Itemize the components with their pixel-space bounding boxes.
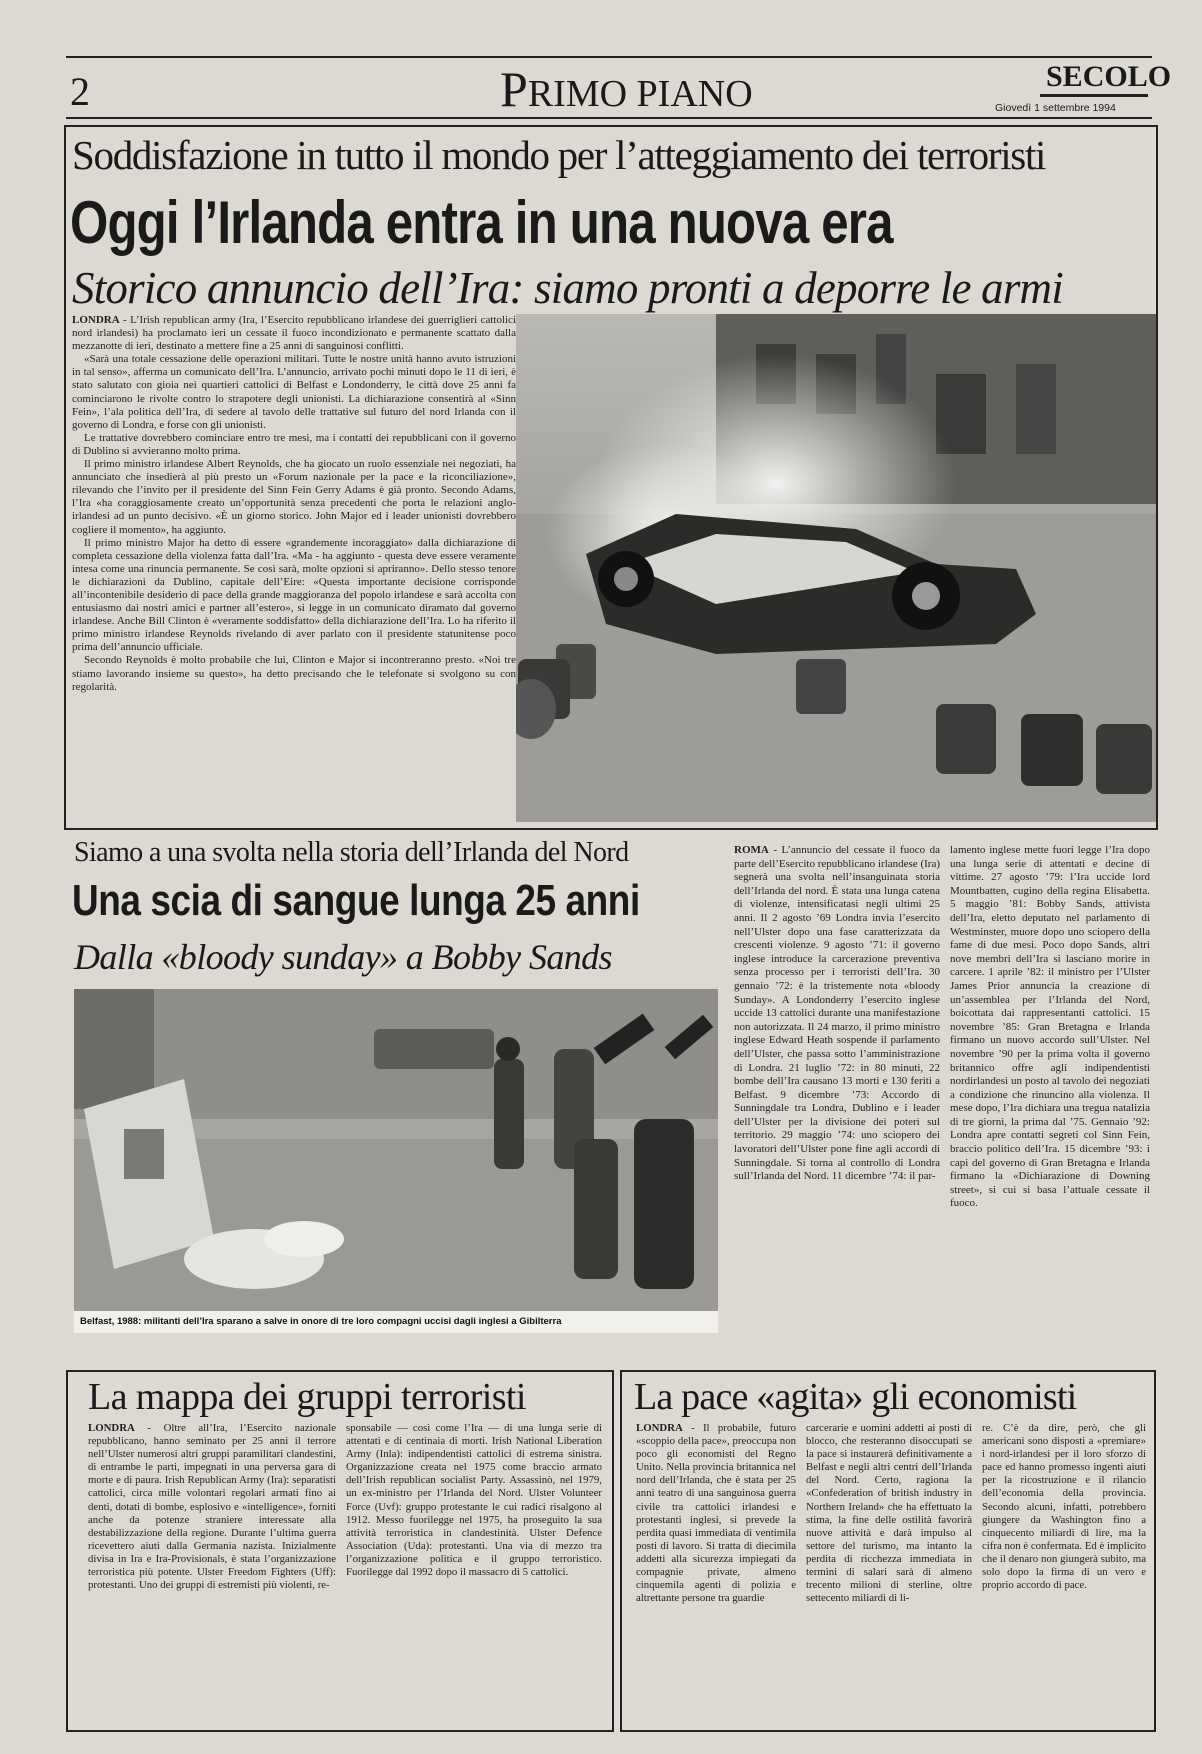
economists-col3: re. C’è da dire, però, che gli americani sono disposti a «premiare» i nord-irlandesi per il loro sforzo di pace ed hanno promesso ingenti aiuti per la ricostruzione e il rilancio dell’economia della provincia. Secondo alcuni, infatti, potrebbero giungere da Washington fino a cinquecento miliardi di lire, ma la cifra non è confermata. Ed è implicito che il denaro non giungerà subito, ma solo dopo la firma di un vero e proprio accordo di pace. [982, 1422, 1146, 1592]
terror-groups-dateline: LONDRA [88, 1422, 135, 1434]
terror-groups-col1: LONDRA - Oltre all’Ira, l’Esercito nazionale repubblicano, hanno seminato per 25 anni il terrore nell’Ulster numerosi altri gruppi paramilitari clandestini, di entrambe le parti, impegnati in una perversa gara di morte e di paura. Irish Republican Army (Ira): separatisti cattolici, circa mille volontari regolari armati fino ai denti, dotati di bombe, esplosivo e «intelligence», forniti anche da potenze straniere interessate alla destabilizzazione della regione. Durante l’ultima guerra ricevettero aiuti dalla Germania nazista. Inizialmente divisa in Ira e Ira-Provisionals, è stata l’organizzazione terroristica più potente. Ulster Freedom Fighters (Uff): protestanti. Uno dei gruppi di estremisti più violenti, re- [88, 1422, 336, 1592]
masthead-underline [1040, 94, 1148, 97]
page-number: 2 [70, 69, 90, 114]
top-story-paragraph: LONDRA - L’Irish republican army (Ira, l’Esercito repubblicano irlandese dei guerriglieri cattolici nord irlandesi) ha proclamato ieri un cessate il fuoco incondizionato e permanente scattato dalla mezzanotte di ieri, destinato a mettere fine a 25 anni di sanguinosi conflitti. [72, 314, 516, 353]
top-story-headline: Oggi l’Irlanda entra in una nuova era [70, 189, 893, 256]
top-story-headline-wrap [70, 188, 1150, 260]
header-bottom-rule [66, 117, 1152, 119]
economists-headline: La pace «agita» gli economisti [634, 1376, 1077, 1418]
burning-car-photo [516, 314, 1156, 822]
section-title-initial: P [500, 61, 528, 117]
terror-groups-headline: La mappa dei gruppi terroristi [88, 1376, 526, 1418]
militants-photo-caption: Belfast, 1988: militanti dell’Ira sparano a salve in onore di tre loro compagni uccisi dagli inglesi a Gibilterra [80, 1316, 562, 1327]
section-title [500, 62, 753, 121]
middle-story-col1: ROMA - L’annuncio del cessate il fuoco da parte dell’Esercito repubblicano irlandese (Ira) segnerà una svolta nell’insanguinata storia dell’Irlanda del nord. È stata una lunga catena di violenze, intensificatasi negli ultimi 25 anni. Il 2 agosto ’69 Londra invia l’esercito nell’Ulster dopo una fase caratterizzata da crescenti violenze. 9 agosto ’71: il governo inglese introduce la carcerazione preventiva senza processo per i terroristi dell’Ira. 30 gennaio ’72: è la tristemente nota «bloody Sunday». A Londonderry l’esercito inglese uccide 13 cattolici durante una manifestazione non autorizzata. Il 24 marzo, il primo ministro inglese Edward Heath sospende il parlamento dell’Ulster, che passa sotto l’amministrazione di Londra. 21 luglio ’72: in 80 minuti, 22 bombe dell’Ira causano 13 morti e 130 feriti a Belfast. 9 dicembre ’73: Accordo di Sunningdale tra Londra, Dublino e i leader dell’Ulster per la divisione dei poteri sul territorio. 29 maggio ’74: uno sciopero dei lavoratori dell’Ulster pone fine agli accordi di Sunningdale. Si torna al controllo di Londra sull’Irlanda del Nord. 11 dicembre ’74: il par- [734, 844, 940, 1183]
top-story-kicker: Soddisfazione in tutto il mondo per l’atteggiamento dei terroristi [72, 132, 1046, 178]
economists-col1: LONDRA - Il probabile, futuro «scoppio della pace», preoccupa non poco gli economisti del Regno Unito. Nella provincia britannica nel nord dell’Irlanda, che è stata per 25 anni teatro di una sanguinosa guerra civile tra cattolici irlandesi e protestanti inglesi, si prevede la perdita quasi immediata di ventimila posti di lavoro. Si tratta di diecimila addetti alla sicurezza impiegati da compagnie private, almeno cinquemila agenti di polizia e altrettante persone tra guardie [636, 1422, 796, 1605]
middle-story-kicker: Siamo a una svolta nella storia dell’Irlanda del Nord [74, 837, 629, 868]
economists-col2: carcerarie e uomini addetti ai posti di blocco, che resteranno disoccupati se la pace si instaurerà definitivamente a Belfast e negli altri centri dell’Irlanda del Nord. Certo, ragiona la «Confederation of british industry in Northern Ireland» che ha effettuato la stima, la fine delle ostilità favorirà nuove attività e darà impulso al settore del turismo, ma intanto la perdita di ricchezza immediata in termini di salari sarà di almeno trecento milioni di sterline, oltre settecento miliardi di li- [806, 1422, 972, 1605]
header-top-rule [66, 56, 1152, 58]
masthead: SECOLO [1046, 60, 1172, 93]
middle-story-headline: Una scia di sangue lunga 25 anni [72, 876, 640, 925]
terror-groups-col2: sponsabile — così come l’Ira — di una lunga serie di attentati e di centinaia di morti. Irish National Liberation Army (Inla): indipendentisti cattolici di estrema sinistra. Organizzazione creata nel 1975 come braccio armato dell’Irish republican socialist Party. Assassinò, nel 1979, un ex-ministro per l’Irlanda del Nord. Ulster Volunteer Force (Uvf): gruppo protestante le cui radici risalgono al 1912. Messo fuorilegge nel 1975, ha proseguito la sua attività terroristica in clandestinità. Ulster Defence Association (Uda): protestanti. Una via di mezzo tra l’organizzazione politica e il gruppo terroristico. Fuorilegge dal 1992 dopo il massacro di 5 cattolici. [346, 1422, 602, 1579]
top-story-paragraph: Le trattative dovrebbero cominciare entro tre mesi, ma i contatti dei repubblicani con il governo di Dublino si avvieranno molto prima. [72, 431, 516, 457]
top-story-dateline: LONDRA [72, 314, 120, 326]
economists-dateline: LONDRA [636, 1422, 683, 1434]
burning-car-photo-image [516, 314, 1156, 822]
militants-photo [74, 989, 718, 1333]
top-story-paragraph: Il primo ministro Major ha detto di essere «grandemente incoraggiato» dalla dichiarazione di completa cessazione della violenza fatta dall’Ira. «Ma - ha aggiunto - questa deve essere veramente intesa come una rinuncia permanente. Se così sarà, molte opzioni si apriranno». Dello stesso tenore le dichiarazioni da Dublino, capitale dell’Eire: «Questa importante decisione corrisponde all’incontenibile desiderio di pace della grande maggioranza del popolo irlandese e sarà accolta con entusiasmo dai nostri amici e partner all’estero», si legge in un comunicato diramato dal governo irlandese. Anche Bill Clinton è «veramente soddisfatto» della dichiarazione dell’Ira. Lo ha riferito il primo ministro irlandese Reynolds rivelando di aver parlato con il presidente statunitense poco prima dell’annuncio ufficiale. [72, 536, 516, 654]
middle-story-dateline: ROMA [734, 844, 769, 856]
middle-story-col2: lamento inglese mette fuori legge l’Ira dopo una lunga serie di attentati e decine di vittime. 27 agosto ’79: l’Ira uccide lord Mountbatten, cugino della regina Elisabetta. 5 maggio ’81: Bobby Sands, attivista dell’Ira, eletto deputato nel parlamento di Westminster, muore dopo uno sciopero della fame di due mesi. Poco dopo Sands, altri nove membri dell’Ira si lasciano morire in carcere. 1 aprile ’82: il ministro per l’Ulster James Prior annuncia la creazione di un’assemblea per l’Irlanda del Nord, boicottata dai rappresentanti cattolici. 15 novembre ’85: Gran Bretagna e Irlanda firmano un nuovo accordo sull’Ulster. Nel novembre ’90 per la prima volta il governo britannico offre agli indipendentisti nordirlandesi un posto al tavolo dei negoziati a condizione che rinuncino alla violenza. Il mese dopo, l’Ira dichiara una tregua natalizia di tre giorni, la prima dal ’75. Gennaio ’92: Londra apre contatti segreti col Sinn Fein, braccio politico dell’Ira. 15 dicembre ’93: i capi del governo di Gran Bretagna e Irlanda firmano la «Dichiarazione di Downing street», si cui si basa l’attuale cessate il fuoco. [950, 844, 1150, 1210]
top-story-paragraph: Il primo ministro irlandese Albert Reynolds, che ha giocato un ruolo essenziale nei negoziati, ha annunciato che insedierà al più presto un «Forum nazionale per la pace e la riconciliazione», rilevando che l’invito per il presidente del Sinn Fein Gerry Adams è già pronto. Secondo Adams, l’Ira «ha coraggiosamente creato un’opportunità senza precedenti che porta le relazioni anglo-irlandesi ad un punto decisivo. «È un giorno storico. John Major ed i leader unionisti dovrebbero cogliere il momento», ha aggiunto. [72, 458, 516, 536]
top-story-paragraph: Secondo Reynolds è molto probabile che lui, Clinton e Major si incontreranno presto. «Noi tre stiamo lavorando insieme su questo», ha detto precisando che le telefonate si svolgono su con regolarità. [72, 654, 516, 693]
issue-date: Giovedì 1 settembre 1994 [995, 102, 1116, 114]
militants-photo-image [74, 989, 718, 1333]
section-title-rest: RIMO PIANO [527, 73, 753, 115]
top-story-subhead: Storico annuncio dell’Ira: siamo pronti a deporre le armi [72, 263, 1063, 313]
middle-story-headline-wrap [72, 875, 722, 927]
middle-story-subhead: Dalla «bloody sunday» a Bobby Sands [74, 937, 612, 977]
top-story-paragraph: «Sarà una totale cessazione delle operazioni militari. Tutte le nostre unità hanno avuto istruzioni in tal senso», afferma un comunicato dell’Ira. L’annuncio, arrivato pochi minuti dopo le 11 di ieri, è stato salutato con gioia nei quartieri cattolici di Belfast e Londonderry, le città dove 25 anni fa cominciarono le rivolte contro lo strapotere degli unionisti. La dichiarazione consentirà al «Sinn Fein», l’ala politica dell’Ira, di sedere al tavolo delle trattative sul futuro del nord Irlanda con il governo di Londra, e forse con gli unionisti. [72, 353, 516, 431]
top-story-body [72, 314, 516, 814]
